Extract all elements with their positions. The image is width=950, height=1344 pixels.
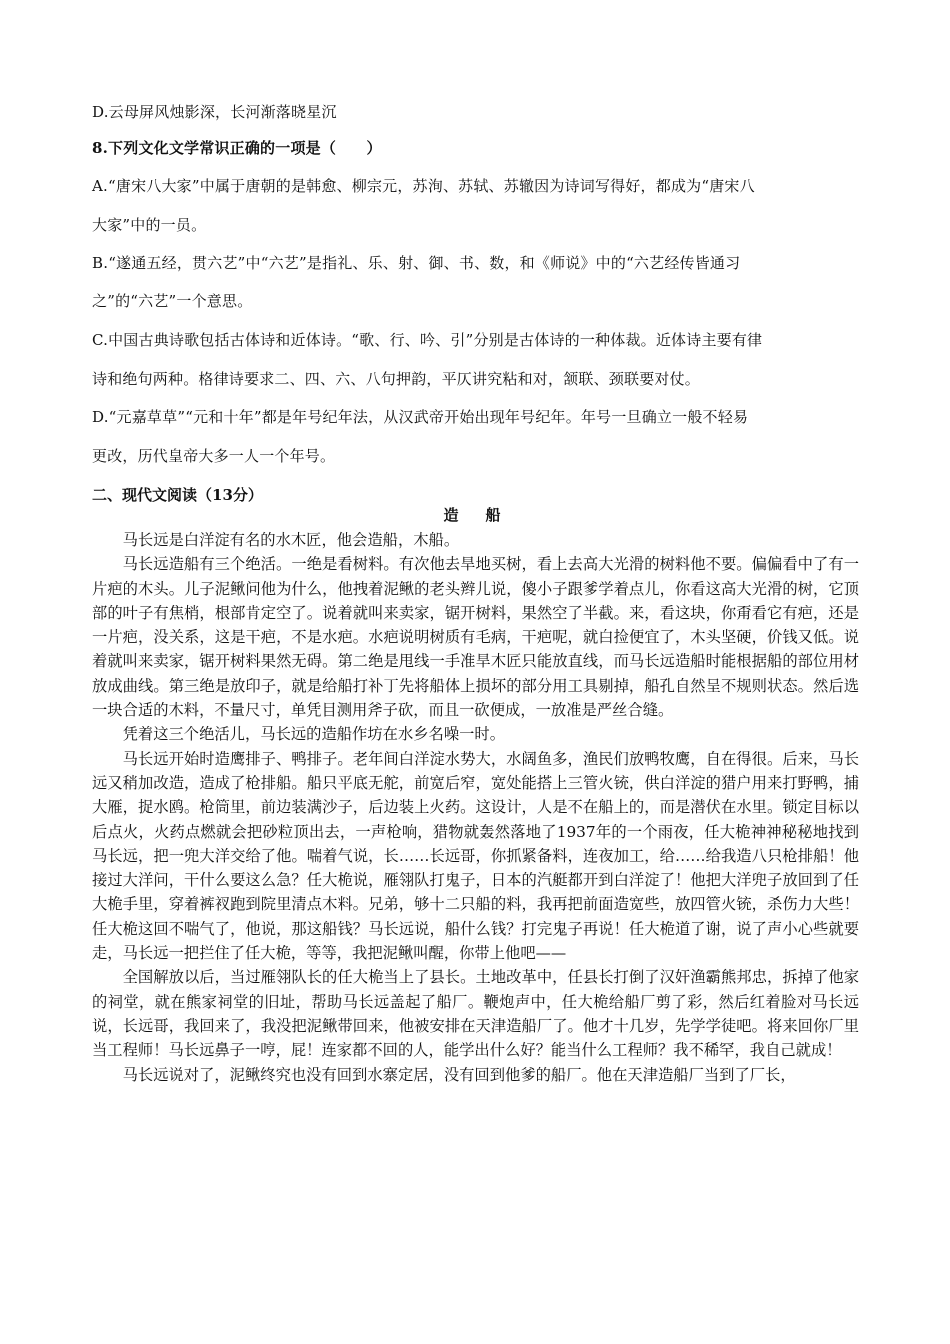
article-title: 造 船 (443, 506, 507, 524)
question8-option-c-line1: C.中国古典诗歌包括古体诗和近体诗。“歌、行、吟、引”分别是古体诗的一种体裁。近体诗主要有律 (92, 331, 763, 349)
question8-option-c-line2: 诗和绝句两种。格律诗要求二、四、六、八句押韵，平仄讲究粘和对，颔联、颈联要对仗。 (92, 370, 701, 388)
article-paragraph: 马长远开始时造鹰排子、鸭排子。老年间白洋淀水势大，水阔鱼多，渔民们放鸭牧鹰，自在得很。后来，马长远又稍加改造，造成了枪排船。船只平底无舵，前宽后窄，宽处能搭上三管火铳，供白洋淀的猎户用来打野鸭，捕大雁，捉水鸥。枪筒里，前边装满沙子，后边装上火药。这设计，人是不在船上的，而是潜伏在水里。锁定目标以后点火，火药点燃就会把砂粒顶出去，一声枪响，猎物就轰然落地了1937年的一个雨夜，任大桅神神秘秘地找到马长远，把一兜大洋交给了他。喘着气说，长……长远哥，你抓紧备料，连夜加工，给……给我造八只枪排船！他接过大洋问，干什么要这么急？任大桅说，雁翎队打鬼子，日本的汽艇都开到白洋淀了！他把大洋兜子放回到了任大桅手里，穿着裤衩跑到院里清点木料。兄弟，够十二只船的料，我再把前面造宽些，放四管火铳，杀伤力大些！任大桅这回不喘气了，他说，那这船钱？马长远说，船什么钱？打完鬼子再说！任大桅道了谢，说了声小心些就要走，马长远一把拦住了任大桅，等等，我把泥鳅叫醒，你带上他吧—— (92, 749, 859, 963)
article-body (92, 528, 859, 1087)
article-paragraph: 全国解放以后，当过雁翎队长的任大桅当上了县长。土地改革中，任县长打倒了汉奸渔霸熊邦忠，拆掉了他家的祠堂，就在熊家祠堂的旧址，帮助马长远盖起了船厂。鞭炮声中，任大桅给船厂剪了彩，然后红着脸对马长远说，长远哥，我回来了，我没把泥鳅带回来，他被安排在天津造船厂了。他才十几岁，先学学徒吧。将来回你厂里当工程师！马长远鼻子一哼，屁！连家都不回的人，能学出什么好？能当什么工程师？我不稀罕，我自己就成！ (92, 968, 859, 1060)
article-paragraph: 马长远说对了，泥鳅终究也没有回到水寨定居，没有回到他爹的船厂。他在天津造船厂当到了厂长， (122, 1065, 796, 1084)
question8-option-d-line2: 更改，历代皇帝大多一人一个年号。 (92, 447, 336, 465)
question8-title: 8.下列文化文学常识正确的一项是（ ） (92, 139, 382, 157)
article-paragraph: 马长远是白洋淀有名的水木匠，他会造船，木船。 (122, 531, 460, 549)
question8-option-a-line2: 大家”中的一员。 (92, 216, 207, 234)
question8-option-b-line1: B.“遂通五经，贯六艺”中“六艺”是指礼、乐、射、御、书、数，和《师说》中的“六艺经传皆通习 (92, 254, 741, 272)
question8-option-d-line1: D.“元嘉草草”“元和十年”都是年号纪年法，从汉武帝开始出现年号纪年。年号一旦确立一般不轻易 (92, 408, 749, 426)
article-paragraph: 凭着这三个绝活儿，马长远的造船作坊在水乡名噪一时。 (122, 725, 506, 744)
question8-option-a-line1: A.“唐宋八大家”中属于唐朝的是韩愈、柳宗元，苏洵、苏轼、苏辙因为诗词写得好，都成为“唐宋八 (92, 177, 755, 195)
article-paragraph: 马长远造船有三个绝活。一绝是看树料。有次他去旱地买树，看上去高大光滑的树料他不要。偏偏看中了有一片疤的木头。儿子泥鳅问他为什么，他拽着泥鳅的老头辫儿说，傻小子跟爹学着点儿，你看这高大光滑的树，它顶部的叶子有焦梢，根部肯定空了。说着就叫来卖家，锯开树料，果然空了半截。来，看这块，你甭看它有疤，还是一片疤，没关系，这是干疤，不是水疤。水疤说明树质有毛病，干疤呢，就白捡便宜了，木头坚硬，价钱又低。说着就叫来卖家，锯开树料果然无碍。第二绝是甩线一手准旱木匠只能放直线，而马长远造船时能根据船的部位用材放成曲线。第三绝是放印子，就是给船打补丁先将船体上损坏的部分用工具剔掉，船孔自然呈不规则状态。然后选一块合适的木料，不量尺寸，单凭目测用斧子砍，而且一砍便成，一放准是严丝合缝。 (92, 555, 859, 720)
section-title: 二、现代文阅读（13分） (92, 486, 263, 504)
question7-option-d: D.云母屏风烛影深，长河渐落晓星沉 (92, 103, 337, 121)
question8-option-b-line2: 之”的“六艺”一个意思。 (92, 292, 253, 310)
